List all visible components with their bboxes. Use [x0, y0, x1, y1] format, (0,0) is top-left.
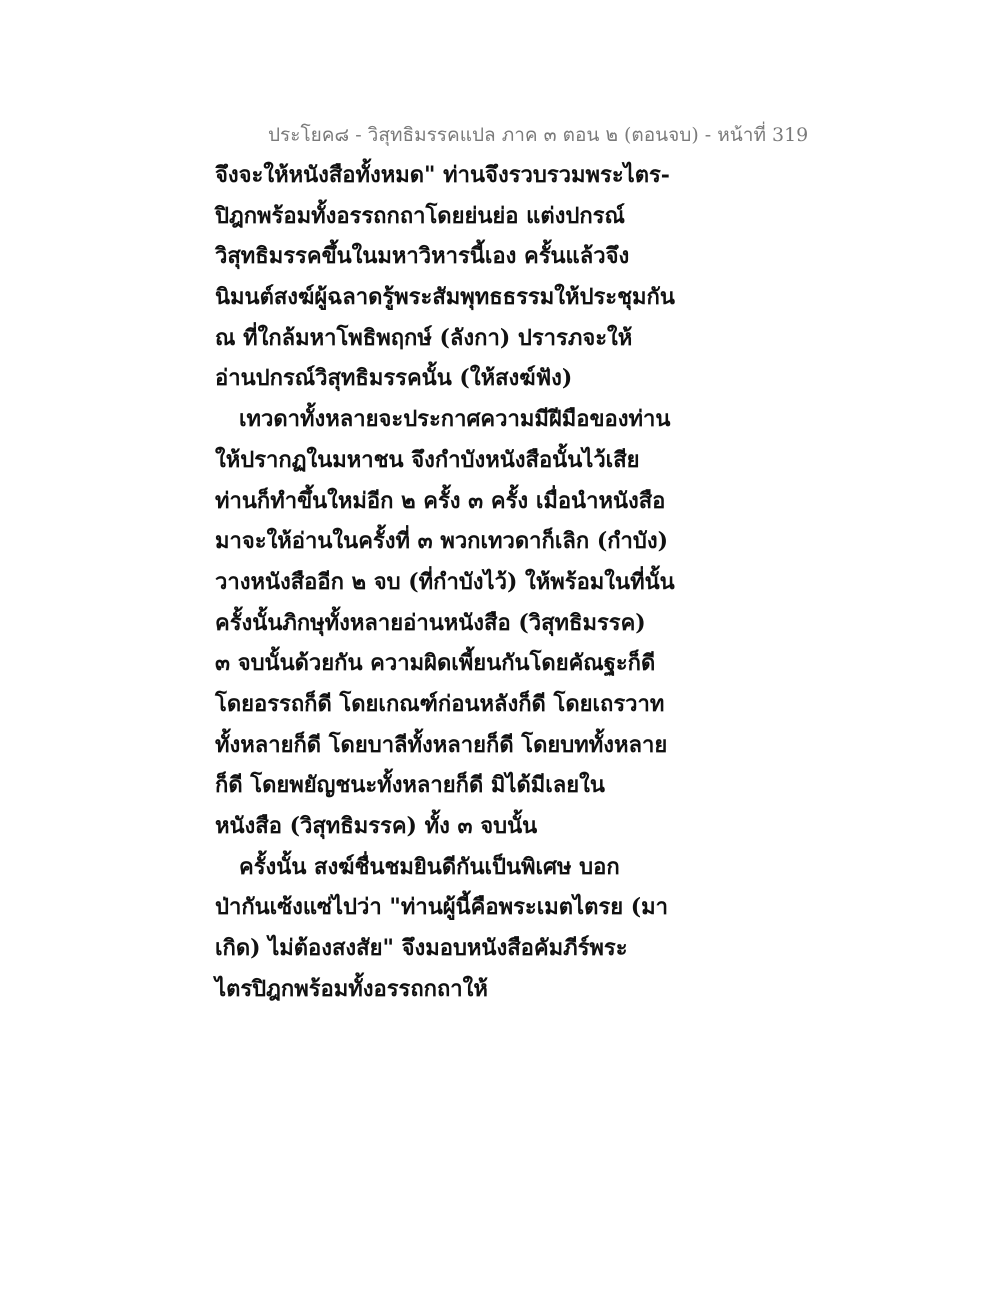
text-line: นิมนต์สงฆ์ผู้ฉลาดรู้พระสัมพุทธธรรมให้ประชุมกัน [215, 284, 675, 311]
text-line: ป่ากันเซ้งแซ่ไปว่า "ท่านผู้นี้คือพระเมตไตรย (มา [215, 894, 669, 921]
text-line: ไตรปิฎกพร้อมทั้งอรรถกถาให้ [215, 975, 488, 1002]
text-line: ครั้งนั้นภิกษุทั้งหลายอ่านหนังสือ (วิสุทธิมรรค) [215, 609, 646, 636]
text-line: โดยอรรถก็ดี โดยเกณฑ์ก่อนหลังก็ดี โดยเถรวาท [215, 690, 665, 717]
text-line: วิสุทธิมรรคขึ้นในมหาวิหารนี้เอง ครั้นแล้วจึง [215, 243, 630, 270]
text-line: ปิฎกพร้อมทั้งอรรถกถาโดยย่นย่อ แต่งปกรณ์ [215, 202, 625, 229]
paragraph-start-line: ครั้งนั้น สงฆ์ชื่นชมยินดีกันเป็นพิเศษ บอก [239, 853, 620, 880]
text-line: เกิด) ไม่ต้องสงสัย" จึงมอบหนังสือคัมภีร์พระ [215, 935, 628, 962]
text-line: วางหนังสืออีก ๒ จบ (ที่กำบังไว้) ให้พร้อมในที่นั้น [215, 568, 675, 595]
text-line: ให้ปรากฏในมหาชน จึงกำบังหนังสือนั้นไว้เสีย [215, 446, 640, 473]
text-line: ก็ดี โดยพยัญชนะทั้งหลายก็ดี มิได้มีเลยใน [215, 772, 605, 799]
text-line: จึงจะให้หนังสือทั้งหมด" ท่านจึงรวบรวมพระไตร- [215, 162, 670, 188]
text-line: ท่านก็ทำขึ้นใหม่อีก ๒ ครั้ง ๓ ครั้ง เมื่อนำหนังสือ [215, 487, 666, 514]
body-text [215, 155, 835, 1009]
text-line: อ่านปกรณ์วิสุทธิมรรคนั้น (ให้สงฆ์ฟัง) [215, 365, 573, 392]
text-line: ทั้งหลายก็ดี โดยบาลีทั้งหลายก็ดี โดยบททั้งหลาย [215, 731, 668, 758]
text-line: ณ ที่ใกล้มหาโพธิพฤกษ์ (ลังกา) ปรารภจะให้ [215, 324, 633, 351]
text-line: หนังสือ (วิสุทธิมรรค) ทั้ง ๓ จบนั้น [215, 813, 538, 839]
text-line: ๓ จบนั้นด้วยกัน ความผิดเพี้ยนกันโดยคัณฐะก็ดี [215, 650, 656, 677]
paragraph-start-line: เทวดาทั้งหลายจะประกาศความมีฝีมือของท่าน [239, 406, 671, 433]
text-line: มาจะให้อ่านในครั้งที่ ๓ พวกเทวดาก็เลิก (กำบัง) [215, 528, 669, 555]
running-header: ประโยค๘ - วิสุทธิมรรคแปล ภาค ๓ ตอน ๒ (ตอนจบ) - หน้าที่ 319 [268, 124, 809, 146]
